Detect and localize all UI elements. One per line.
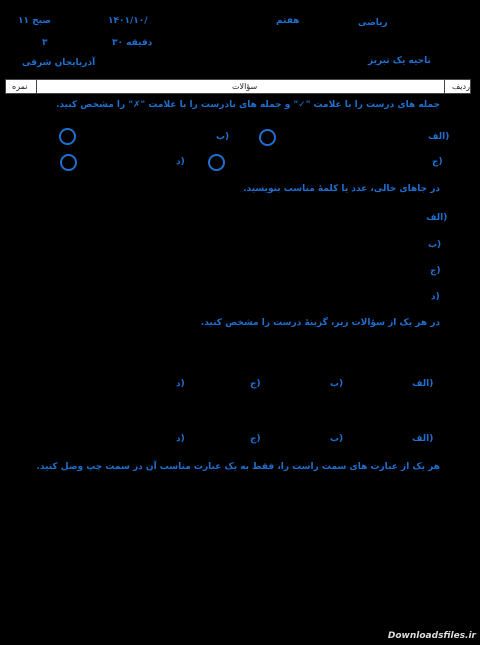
- q1-answer-circle-jim[interactable]: [208, 154, 225, 171]
- q2-blank-jim: ج): [430, 266, 441, 276]
- q3-row2-alef: الف): [412, 434, 434, 444]
- q3-row1-jim: ج): [250, 379, 261, 389]
- question-1-text: جمله های درست را با علامت "✓" و جمله های نادرست را با علامت "✗" را مشخص کنید.: [55, 100, 440, 110]
- exam-date: ۱۴۰۱/۱۰/: [108, 16, 148, 26]
- exam-subject: ریاضی: [358, 18, 388, 28]
- score-column-header: نمره: [12, 82, 28, 91]
- q1-option-alef: الف): [428, 132, 450, 142]
- q3-row1-be: ب): [330, 379, 344, 389]
- exam-duration: ۳۰ دقیقه: [112, 38, 153, 48]
- q2-blank-alef: الف): [426, 213, 448, 223]
- q2-blank-be: ب): [428, 240, 442, 250]
- q3-row1-dal: د): [176, 379, 185, 389]
- q3-row2-jim: ج): [250, 434, 261, 444]
- question-4-text: هر یک از عبارت های سمت راست را، فقط به یک عبارت مناسب آن در سمت چپ وصل کنید.: [36, 462, 440, 472]
- row-column-header: ردیف: [452, 82, 470, 91]
- exam-district: ناحیه یک تبریز: [368, 56, 431, 66]
- q1-answer-circle-be[interactable]: [59, 128, 76, 145]
- exam-province: آذربایجان شرقی: [22, 58, 96, 68]
- exam-pages: ۳: [42, 38, 48, 48]
- question-3-text: در هر یک از سؤالات زیر، گزینهٔ درست را مشخص کنید.: [200, 318, 440, 328]
- exam-grade: هفتم: [276, 16, 300, 26]
- exam-time: ۱۱ صبح: [18, 16, 51, 26]
- q1-answer-circle-dal[interactable]: [60, 154, 77, 171]
- watermark: Downloadsfiles.ir: [387, 631, 476, 641]
- q3-row2-dal: د): [176, 434, 185, 444]
- question-table-header: [5, 79, 471, 94]
- question-2-text: در جاهای خالی، عدد یا کلمهٔ مناسب بنویسید.: [243, 184, 440, 194]
- questions-column-header: سؤالات: [232, 82, 258, 91]
- q1-answer-circle-alef[interactable]: [259, 129, 276, 146]
- q3-row1-alef: الف): [412, 379, 434, 389]
- q3-row2-be: ب): [330, 434, 344, 444]
- q1-option-jim: ج): [432, 157, 443, 167]
- q2-blank-dal: د): [431, 292, 440, 302]
- q1-option-dal: د): [176, 157, 185, 167]
- q1-option-be: ب): [216, 132, 230, 142]
